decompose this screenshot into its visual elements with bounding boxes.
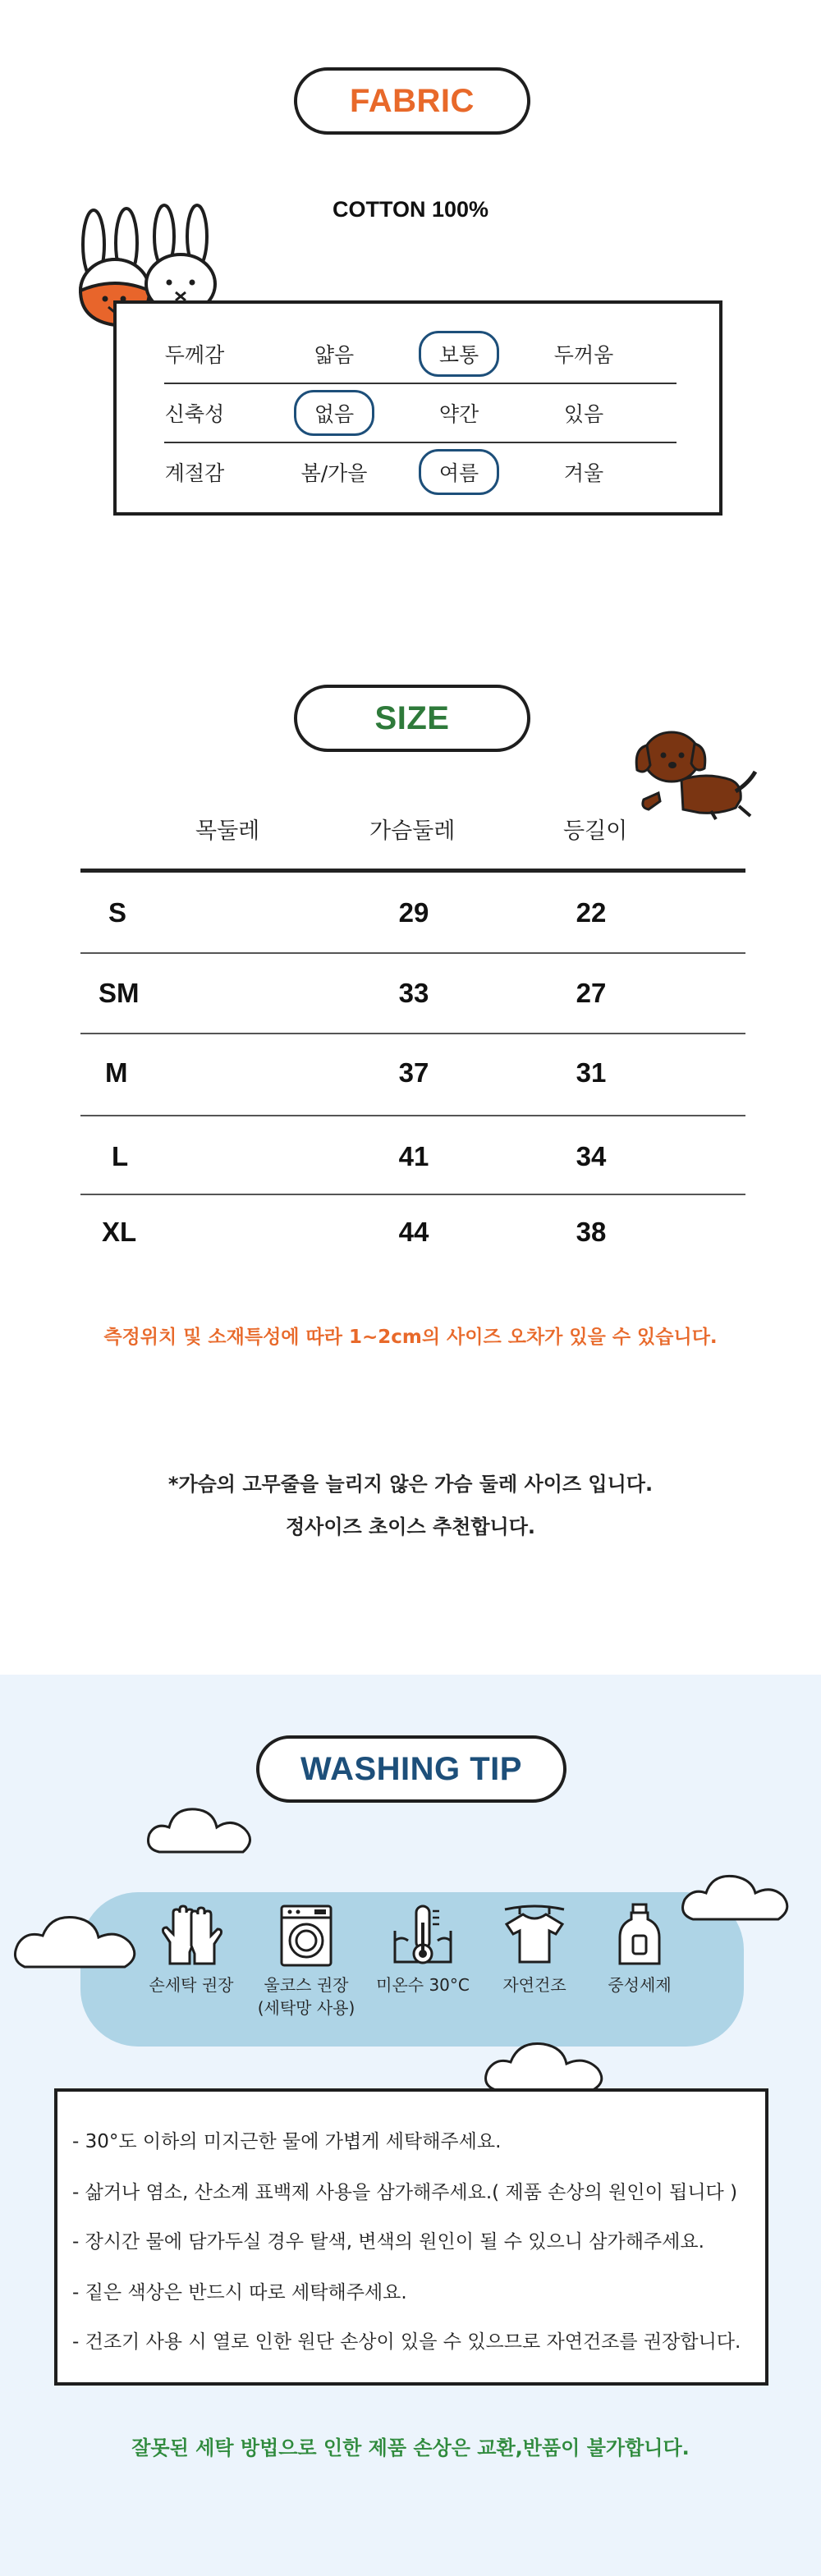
- fabric-row-stretch: [158, 384, 683, 442]
- fabric-option: 겨울: [563, 461, 604, 485]
- wash-item-temperature: [369, 1903, 476, 1996]
- size-title-pill: [294, 685, 530, 752]
- wash-item-label: 미온수 30°C: [376, 1975, 470, 1995]
- wash-item-detergent: [586, 1903, 693, 1996]
- size-note-line1: *가슴의 고무줄을 늘리지 않은 가슴 둘레 사이즈 입니다.: [167, 1473, 654, 1496]
- washing-machine-icon: [273, 1903, 339, 1969]
- washing-note: - 장시간 물에 담가두실 경우 탈색, 변색의 원인이 될 수 있으니 삼가해주세요.: [72, 2231, 704, 2253]
- water-thermometer-icon: [390, 1903, 456, 1969]
- divider: [80, 1115, 745, 1116]
- size-header-neck: 목둘레: [195, 818, 260, 844]
- fabric-option: 약간: [438, 402, 479, 426]
- fabric-row-thickness: [158, 325, 683, 383]
- cloud-illustration: [678, 1863, 810, 1931]
- washing-note: - 삶거나 염소, 산소계 표백제 사용을 삼가해주세요.( 제품 손상의 원인이 됩니다 ): [72, 2182, 738, 2203]
- size-notice: 측정위치 및 소재특성에 따라 1~2cm의 사이즈 오차가 있을 수 있습니다.: [103, 1327, 718, 1348]
- fabric-option-selected: 없음: [273, 384, 396, 442]
- fabric-option-selected: 여름: [397, 443, 521, 501]
- wash-item-sublabel: (세탁망 사용): [257, 1998, 355, 2018]
- divider: [80, 1033, 745, 1034]
- size-title: SIZE: [374, 699, 450, 736]
- fabric-option: 얇음: [314, 343, 355, 367]
- cloud-illustration: [10, 1901, 149, 1980]
- wash-item-label: 자연건조: [502, 1975, 566, 1995]
- wash-item-label: 울코스 권장: [264, 1975, 349, 1995]
- fabric-option: 봄/가을: [300, 461, 368, 485]
- divider: [80, 1194, 745, 1195]
- washing-note: - 짙은 색상은 반드시 따로 세탁해주세요.: [72, 2282, 407, 2303]
- washing-title-pill: [256, 1735, 566, 1803]
- washing-note: - 30°도 이하의 미지근한 물에 가볍게 세탁해주세요.: [72, 2131, 502, 2152]
- washing-notes-box: [54, 2088, 768, 2386]
- wash-item-dry: [481, 1903, 588, 1996]
- fabric-row-label: 두께감: [164, 343, 225, 367]
- washing-title: WASHING TIP: [300, 1750, 522, 1787]
- washing-footer-warning: 잘못된 세탁 방법으로 인한 제품 손상은 교환,반품이 불가합니다.: [131, 2436, 690, 2459]
- fabric-material: COTTON 100%: [332, 197, 489, 222]
- detergent-bottle-icon: [607, 1903, 672, 1969]
- fabric-option: 두꺼움: [553, 343, 614, 367]
- fabric-row-season: [158, 443, 683, 501]
- gloves-icon: [158, 1903, 224, 1969]
- divider: [80, 952, 745, 954]
- fabric-option-selected: 보통: [397, 325, 521, 383]
- wash-item-wool: [253, 1903, 360, 2019]
- wash-item-hand: [138, 1903, 245, 1996]
- size-header-length: 등길이: [563, 818, 628, 844]
- size-table-top-border: [80, 869, 745, 873]
- fabric-option: 있음: [563, 402, 604, 426]
- size-note-line2: 정사이즈 초이스 추천합니다.: [285, 1515, 536, 1538]
- hanging-shirt-icon: [502, 1903, 567, 1969]
- fabric-row-label: 계절감: [164, 461, 225, 485]
- wash-item-label: 중성세제: [608, 1975, 672, 1995]
- fabric-title-pill: [294, 67, 530, 135]
- fabric-properties-table: [113, 300, 722, 516]
- fabric-title: FABRIC: [350, 82, 475, 119]
- size-header-chest: 가슴둘레: [369, 818, 456, 844]
- cloud-illustration: [143, 1798, 274, 1863]
- dog-illustration: [632, 722, 764, 821]
- washing-note: - 건조기 사용 시 열로 인한 원단 손상이 있을 수 있으므로 자연건조를 권장합니다.: [72, 2331, 741, 2353]
- wash-item-label: 손세탁 권장: [149, 1975, 234, 1995]
- fabric-row-label: 신축성: [164, 402, 225, 426]
